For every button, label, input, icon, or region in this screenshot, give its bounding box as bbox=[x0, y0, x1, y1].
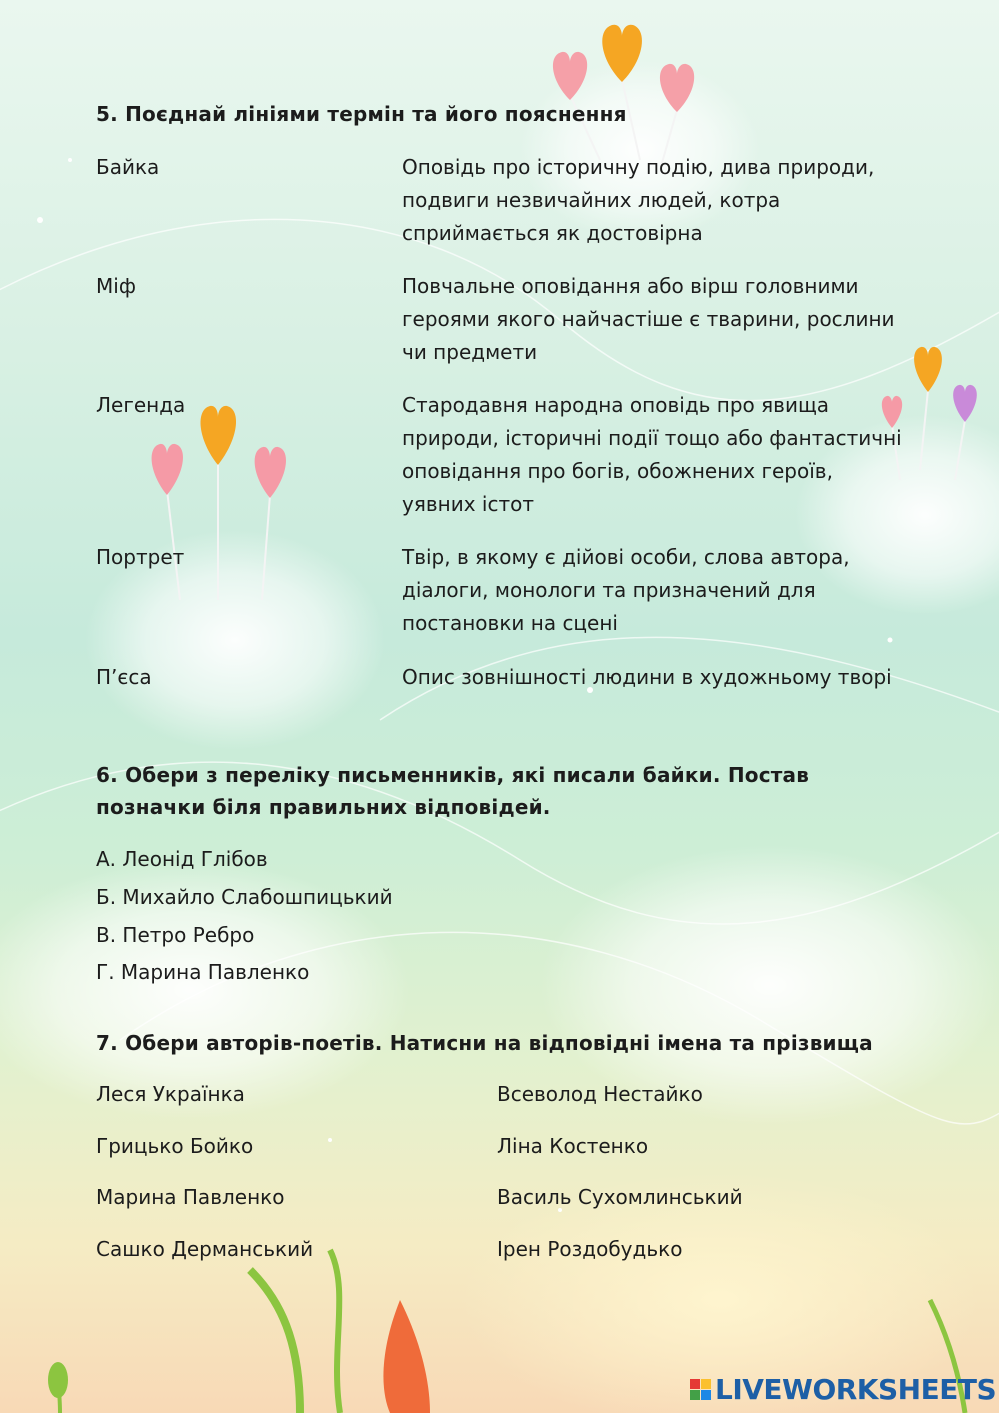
q7-name-option[interactable]: Ліна Костенко bbox=[497, 1134, 649, 1158]
q5-term[interactable]: П’єса bbox=[96, 665, 152, 689]
q5-definition[interactable]: Оповідь про історичну подію, дива природи, подвиги незвичайних людей, котра сприймається як достовірна bbox=[402, 155, 875, 245]
q7-name-option[interactable]: Сашко Дерманський bbox=[96, 1237, 314, 1261]
q5-definition[interactable]: Твір, в якому є дійові особи, слова автора, діалоги, монологи та призначений для постановки на сцені bbox=[402, 545, 850, 635]
q7-name-option[interactable]: Леся Українка bbox=[96, 1082, 245, 1106]
q6-title: 6. Обери з переліку письменників, які писали байки. Постав позначки біля правильних відповідей. bbox=[96, 763, 810, 819]
q6-option-d[interactable]: Г. Марина Павленко bbox=[96, 960, 310, 984]
liveworksheets-logo bbox=[690, 1373, 996, 1405]
q7-title: 7. Обери авторів-поетів. Натисни на відповідні імена та прізвища bbox=[96, 1031, 873, 1055]
q5-definition[interactable]: Стародавня народна оповідь про явища природи, історичні події тощо або фантастичні оповідання про богів, обожнених героїв, уявних істот bbox=[402, 393, 902, 516]
q5-term[interactable]: Портрет bbox=[96, 545, 185, 569]
q5-term[interactable]: Міф bbox=[96, 274, 136, 298]
q5-definition[interactable]: Опис зовнішності людини в художньому творі bbox=[402, 665, 892, 689]
q7-name-option[interactable]: Василь Сухомлинський bbox=[497, 1185, 743, 1209]
logo-text: LIVEWORKSHEETS bbox=[715, 1372, 997, 1406]
q6-option-c[interactable]: В. Петро Ребро bbox=[96, 923, 255, 947]
q6-option-a[interactable]: А. Леонід Глібов bbox=[96, 847, 268, 871]
logo-blocks-icon bbox=[690, 1379, 711, 1400]
q7-name-option[interactable]: Ірен Роздобудько bbox=[497, 1237, 683, 1261]
q7-name-option[interactable]: Всеволод Нестайко bbox=[497, 1082, 703, 1106]
q6-option-b[interactable]: Б. Михайло Слабошпицький bbox=[96, 885, 393, 909]
q7-name-option[interactable]: Грицько Бойко bbox=[96, 1134, 254, 1158]
q5-title: 5. Поєднай лініями термін та його пояснення bbox=[96, 102, 627, 126]
q7-name-option[interactable]: Марина Павленко bbox=[96, 1185, 285, 1209]
q5-term[interactable]: Байка bbox=[96, 155, 160, 179]
q5-term[interactable]: Легенда bbox=[96, 393, 186, 417]
q5-definition[interactable]: Повчальне оповідання або вірш головними героями якого найчастіше є тварини, рослини чи предмети bbox=[402, 274, 895, 364]
